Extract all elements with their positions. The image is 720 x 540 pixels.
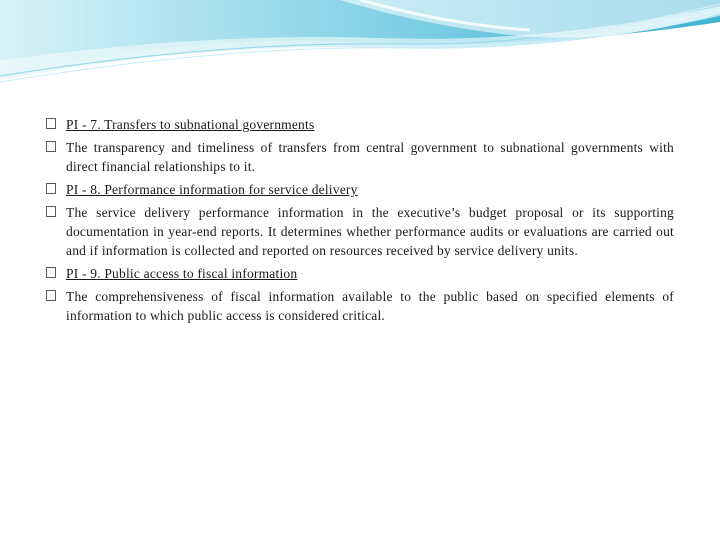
- indicator-description: The transparency and timeliness of transfers from central government to subnational governments with direct financial relationships to it.: [66, 140, 674, 174]
- indicator-description: The service delivery performance information in the executive’s budget proposal or its supporting documentation in year-end reports. It determines whether performance audits or evaluations are carried out and if information is collected and reported on resources received by service delivery units.: [66, 205, 674, 258]
- list-item: [46, 115, 674, 134]
- indicator-heading: PI - 7. Transfers to subnational governments: [66, 117, 315, 132]
- list-item: [46, 287, 674, 325]
- list-item: [46, 138, 674, 176]
- header-wave-decoration: [0, 0, 720, 100]
- bullet-list: [46, 115, 674, 329]
- square-bullet-icon: [46, 267, 56, 278]
- indicator-description: The comprehensiveness of fiscal information available to the public based on specified elements of information to which public access is considered critical.: [66, 289, 674, 323]
- list-item: [46, 180, 674, 199]
- list-item: [46, 264, 674, 283]
- square-bullet-icon: [46, 183, 56, 194]
- square-bullet-icon: [46, 141, 56, 152]
- square-bullet-icon: [46, 290, 56, 301]
- square-bullet-icon: [46, 118, 56, 129]
- indicator-heading: PI - 9. Public access to fiscal information: [66, 266, 298, 281]
- list-item: [46, 203, 674, 260]
- square-bullet-icon: [46, 206, 56, 217]
- indicator-heading: PI - 8. Performance information for service delivery: [66, 182, 358, 197]
